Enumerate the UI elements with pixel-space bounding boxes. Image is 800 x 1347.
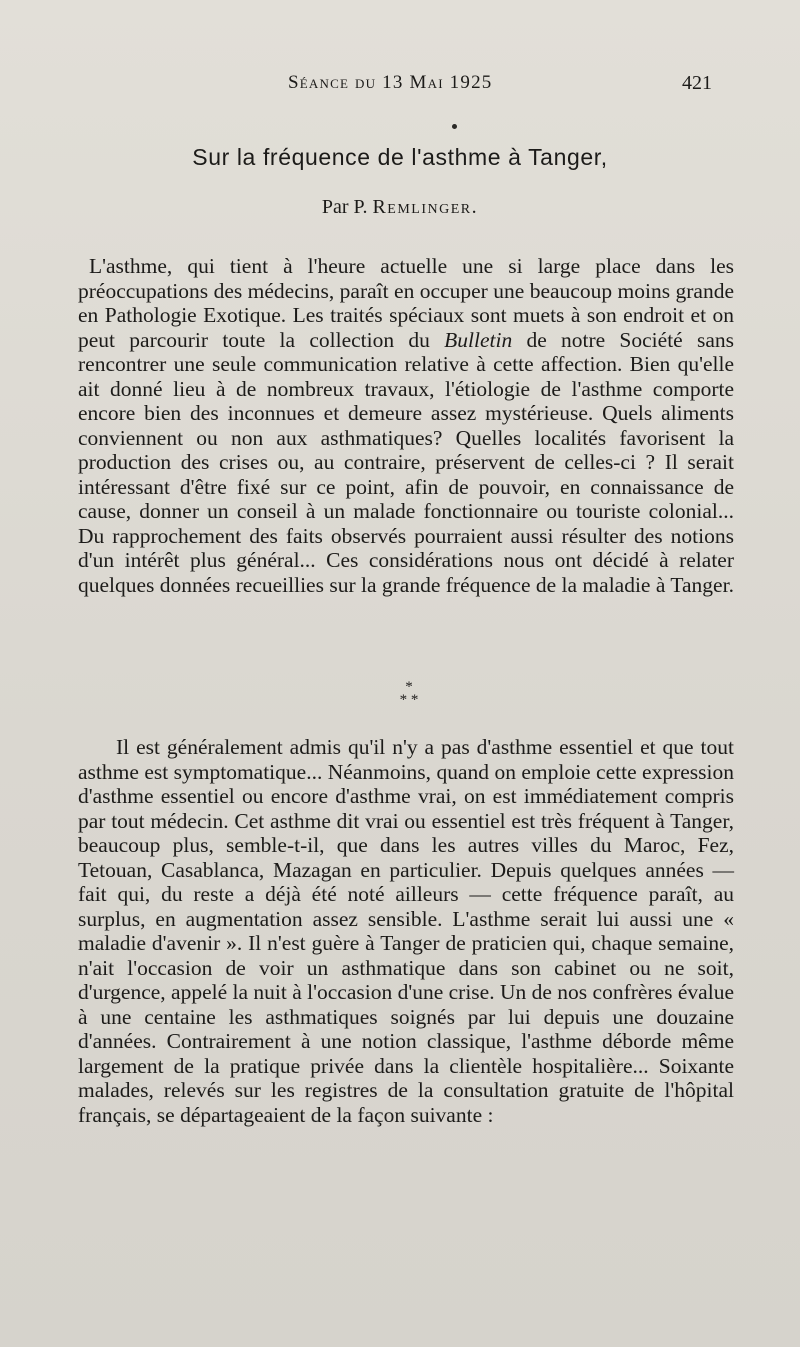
article-title: Sur la fréquence de l'asthme à Tanger, [192, 144, 608, 170]
byline-prefix: Par P. [321, 196, 368, 218]
page-number: 421 [682, 72, 712, 94]
asterism [0, 681, 800, 707]
byline [0, 196, 800, 219]
bulletin-italic: Bulletin [444, 327, 513, 352]
running-title: Séance du 13 Mai 1925 [288, 72, 493, 93]
paragraph-1 [78, 254, 734, 597]
paragraph-1-text-a: L'asthme, qui tient à l'heure actuelle une si large place dans les préoccupations des médecins, paraît en occuper une beaucoup moins grande en Pathologie Exotique. Les traités spéciaux sont muets à son endroit et on peut parcourir toute la collection du [78, 254, 734, 352]
running-head [0, 72, 800, 102]
bullet-ornament [452, 124, 457, 129]
byline-author: Remlinger. [372, 196, 479, 218]
paragraph-2: Il est généralement admis qu'il n'y a pas d'asthme essentiel et que tout asthme est symptomatique... Néanmoins, quand on emploie cette expression d'asthme essentiel ou encore d'asthme vrai, on est immédiatement compris par tout médecin. Cet asthme dit vrai ou essentiel est très fréquent à Tanger, beaucoup plus, semble-t-il, que dans les autres villes du Maroc, Fez, Tetouan, Casablanca, Mazagan en particulier. Depuis quelques années — fait qui, du reste a déjà été noté ailleurs — cette fréquence paraît, au surplus, en augmentation assez sensible. L'asthme serait lui aussi une « maladie d'avenir ». Il n'est guère à Tanger de praticien qui, chaque semaine, n'ait l'occasion de voir un asthmatique dans son cabinet ou ne soit, d'urgence, appelé la nuit à l'occasion d'une crise. Un de nos confrères évalue à une centaine les asthmatiques soignés par lui depuis une douzaine d'années. Contrairement à une notion classique, l'asthme déborde même largement de la pratique privée dans la clientèle hospitalière... Soixante malades, relevés sur les registres de la consultation gratuite de l'hôpital français, se départageaient de la façon suivante : [78, 735, 734, 1127]
asterism-bottom: * * [399, 692, 419, 708]
paragraph-1-text-b: de notre Société sans rencontrer une seule communication relative à cette affection. Bien qu'elle ait donné lieu à de nombreux travaux, l'étiologie de l'asthme comporte encore bien des inconnues et demeure assez mystérieuse. Quels aliments conviennent ou non aux asthmatiques? Quelles localités favorisent la production des crises ou, au contraire, préservent de celles-ci ? Il serait intéressant d'être fixé sur ce point, afin de pouvoir, en connaissance de cause, donner un conseil à un malade fonctionnaire ou touriste colonial... Du rapprochement des faits observés pourraient aussi résulter des notions d'un intérêt plus général... Ces considérations nous ont décidé à relater quelques données recueillies sur la grande fréquence de la maladie à Tanger. [78, 327, 734, 597]
asterism-top: * [405, 679, 413, 695]
